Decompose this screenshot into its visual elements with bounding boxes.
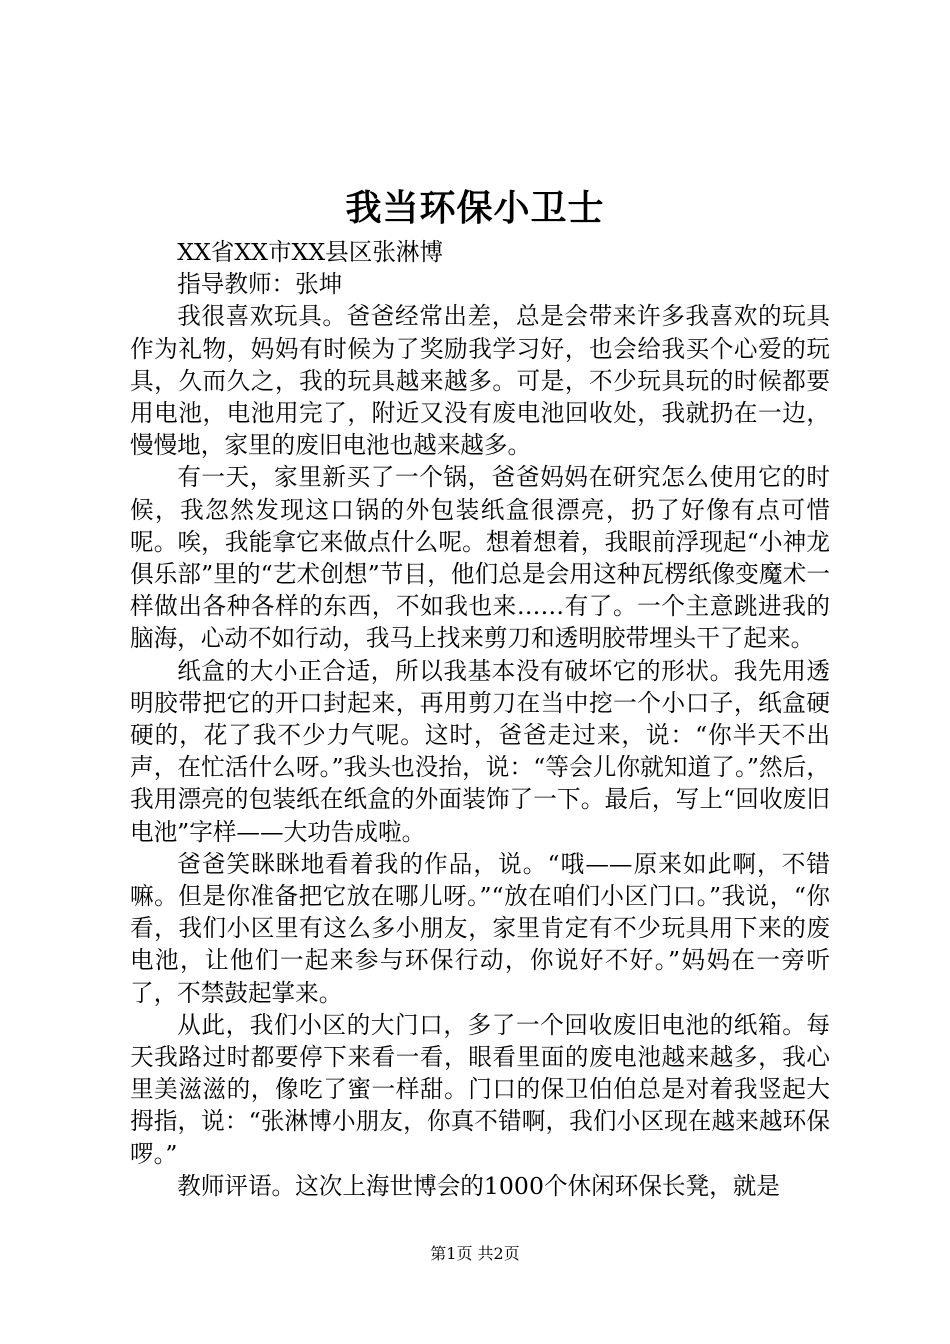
page-footer: 第1页 共2页 [430, 1244, 520, 1263]
paragraph: 爸爸笑眯眯地看着我的作品，说。“哦——原来如此啊，不错嘛。但是你准备把它放在哪儿呀。”“放在咱们小区门口。”我说，“你看，我们小区里有这么多小朋友，家里肯定有不少玩具用下来的废电池，让他们一起来参与环保行动，你说好不好。”妈妈在一旁听了，不禁鼓起掌来。 [130, 849, 830, 1007]
author-line: XX省XX市XX县区张淋博 [177, 238, 444, 266]
document-title: 我当环保小卫士 [345, 187, 605, 229]
teacher-line: 指导教师：张坤 [177, 270, 343, 299]
paragraph: 从此，我们小区的大门口，多了一个回收废旧电池的纸箱。每天我路过时都要停下来看一看，眼看里面的废电池越来越多，我心里美滋滋的，像吃了蜜一样甜。门口的保卫伯伯总是对着我竖起大拇指，说：“张淋博小朋友，你真不错啊，我们小区现在越来越环保啰。” [130, 1010, 830, 1168]
document-body [130, 236, 830, 1202]
paragraph: 有一天，家里新买了一个锅，爸爸妈妈在研究怎么使用它的时候，我忽然发现这口锅的外包装纸盒很漂亮，扔了好像有点可惜呢。唉，我能拿它来做点什么呢。想着想着，我眼前浮现起“小神龙俱乐部”里的“艺术创想”节目，他们总是会用这种瓦楞纸像变魔术一样做出各种各样的东西，不如我也来……有了。一个主意跳进我的脑海，心动不如行动，我马上找来剪刀和透明胶带埋头干了起来。 [130, 463, 830, 653]
paragraph: 教师评语。这次上海世博会的1000个休闲环保长凳，就是 [177, 1171, 780, 1200]
paragraph: 纸盒的大小正合适，所以我基本没有破坏它的形状。我先用透明胶带把它的开口封起来，再用剪刀在当中挖一个小口子，纸盒硬硬的，花了我不少力气呢。这时，爸爸走过来，说：“你半天不出声，在忙活什么呀。”我头也没抬，说：“等会儿你就知道了。”然后，我用漂亮的包装纸在纸盒的外面装饰了一下。最后，写上“回收废旧电池”字样——大功告成啦。 [130, 656, 830, 846]
paragraph: 我很喜欢玩具。爸爸经常出差，总是会带来许多我喜欢的玩具作为礼物，妈妈有时候为了奖励我学习好，也会给我买个心爱的玩具，久而久之，我的玩具越来越多。可是，不少玩具玩的时候都要用电池，电池用完了，附近又没有废电池回收处，我就扔在一边，慢慢地，家里的废旧电池也越来越多。 [130, 302, 830, 460]
